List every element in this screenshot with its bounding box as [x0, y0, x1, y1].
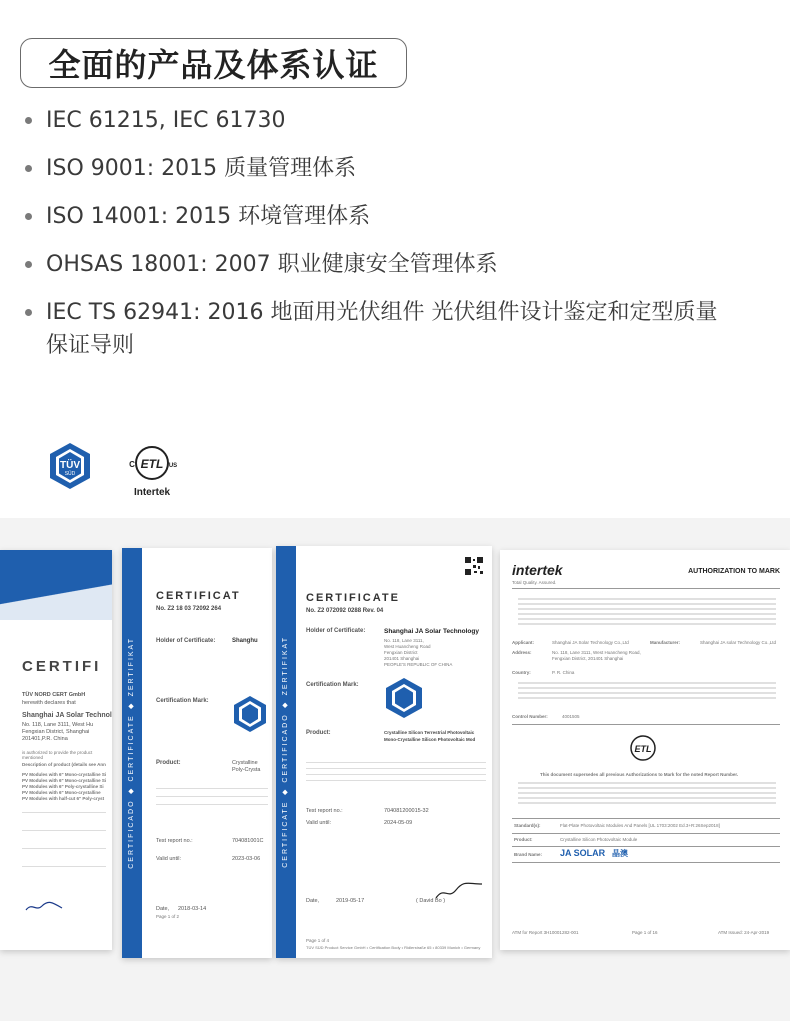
doc1-authorized: is authorized to provide the product mentioned — [22, 750, 93, 760]
qr-code-icon — [464, 556, 484, 576]
brand-name-cn: 晶澳 — [612, 849, 628, 858]
doc2-heading: CERTIFICAT — [156, 590, 241, 602]
doc3-date: 2019-05-17 — [336, 898, 365, 904]
doc3-mark-label: Certification Mark: — [306, 682, 359, 688]
footer-issued: ATM Issued: 24-Apr-2019 — [718, 930, 770, 935]
doc1-address-3: 201401,P.R. China — [22, 736, 68, 742]
doc2-product: Crystalline Poly-Crysta — [232, 760, 261, 773]
doc1-description: Description of product (details see Ann — [22, 762, 106, 767]
doc3-signer: ( David Bo ) — [416, 898, 446, 904]
doc3-holder-address: 201401 Shanghai — [384, 656, 420, 661]
doc3-holder: Shanghai JA Solar Technology — [384, 628, 479, 635]
certification-logos — [46, 440, 180, 500]
doc3-page: Page 1 of 4 — [306, 938, 330, 943]
brand-name: JA SOLAR — [560, 848, 606, 858]
doc3-band-text: CERTIFICATE ◆ CERTIFICADO ◆ ZERTIFIKAT — [282, 636, 289, 868]
certificate-gallery — [0, 518, 790, 1021]
product: Crystalline Silicon Photovoltaic Module — [560, 837, 638, 842]
applicant-label: Applicant: — [512, 640, 534, 645]
control-number: 4001505 — [562, 714, 580, 719]
doc1-heading: CERTIFI — [22, 658, 102, 675]
doc1-address-2: Fengxian District, Shanghai — [22, 729, 90, 735]
list-item: OHSAS 18001: 2007 职业健康安全管理体系 — [22, 248, 722, 281]
doc3-valid: 2024-05-09 — [384, 820, 413, 826]
doc1-company: Shanghai JA Solar Technol — [22, 712, 112, 719]
etl-c-text: C — [129, 460, 135, 469]
doc1-module: PV Modules with 6" Poly-crystalline Si — [22, 784, 104, 789]
doc2-product-label: Product: — [156, 760, 181, 766]
country: P. R. China — [552, 670, 575, 675]
page-title: 全面的产品及体系认证 — [48, 46, 379, 84]
doc3-product-line: Crystalline Silicon Terrestrial Photovoltaic — [384, 730, 475, 735]
doc2-number: No. Z2 18 03 72092 264 — [156, 606, 222, 612]
doc3-footer: TÜV SÜD Product Service GmbH • Certification Body • Ridlerstraße 65 • 80339 Munich • Germany — [306, 945, 481, 950]
intertek-logo: intertek — [512, 562, 563, 578]
doc2-holder-label: Holder of Certificate: — [156, 638, 216, 644]
doc2-date-label: Date, — [156, 906, 170, 912]
doc2-report: 704081001C — [232, 838, 264, 844]
etl-us-text: US — [168, 463, 178, 469]
list-item: ISO 14001: 2015 环境管理体系 — [22, 200, 722, 233]
doc3-product-label: Product: — [306, 730, 331, 736]
doc2-mark-label: Certification Mark: — [156, 698, 209, 704]
tuv-logo-subtext: SÜD — [64, 471, 76, 477]
doc1-declares: herewith declares that — [22, 700, 76, 706]
certificate-document-3 — [276, 546, 492, 958]
doc2-band-text: CERTIFICADO ◆ CERTIFICATE ◆ ZERTIFIKAT — [128, 637, 135, 869]
country-label: Country: — [512, 670, 531, 675]
standards-label: Standard(s): — [514, 823, 541, 828]
intertek-tagline: Total Quality. Assured. — [512, 580, 557, 585]
list-item: IEC TS 62941: 2016 地面用光伏组件 光伏组件设计鉴定和定型质量保证导则 — [22, 296, 722, 362]
applicant: Shanghai JA Solar Technology Co.,Ltd — [552, 640, 629, 645]
authorization-title: AUTHORIZATION TO MARK — [688, 568, 780, 575]
tuv-mark-icon — [232, 694, 268, 734]
doc3-holder-address: PEOPLE'S REPUBLIC OF CHINA — [384, 662, 453, 667]
signature-icon — [434, 880, 484, 902]
doc2-valid: 2023-03-06 — [232, 856, 261, 862]
doc3-number: No. Z2 072092 0288 Rev. 04 — [306, 608, 384, 614]
svg-text:ETL: ETL — [634, 744, 652, 754]
doc3-holder-label: Holder of Certificate: — [306, 628, 366, 634]
authorization-document — [500, 550, 790, 950]
etl-intertek-logo — [124, 441, 180, 499]
doc1-address-1: No. 118, Lane 3111, West Hu — [22, 722, 94, 728]
intertek-logo-text: Intertek — [133, 487, 171, 498]
page-title-box — [20, 38, 407, 88]
address: No. 118, Lane 3111, West Huancheng Road, Fengxian District, 201401 Shanghai — [552, 650, 641, 661]
etl-logo-text: ETL — [140, 457, 164, 471]
doc3-heading: CERTIFICATE — [306, 592, 400, 604]
signature-icon — [24, 900, 64, 914]
doc3-report-label: Test report no.: — [306, 808, 343, 814]
doc1-module: PV Modules with 6" Mono-crystalline Si — [22, 772, 107, 777]
doc3-valid-label: Valid until: — [306, 820, 331, 826]
manufacturer: Shanghai JA solar Technology Co.,Ltd — [700, 640, 776, 645]
product-label: Product: — [514, 837, 533, 842]
certificate-document-2 — [122, 548, 272, 958]
etl-caption: This document supersedes all previous Authorizations to Mark for the noted Report Number. — [540, 772, 739, 777]
footer-report: ATM for Report 3H10001282-001 — [512, 930, 579, 935]
control-label: Control Number: — [512, 714, 548, 719]
doc1-module: PV Modules with 6" Mono-crystalline — [22, 790, 101, 795]
tuv-mark-icon — [384, 676, 424, 720]
tuv-logo-text: TÜV — [60, 460, 80, 471]
doc3-product-line: Mono-Crystalline Silicon Photovoltaic Mod — [384, 737, 476, 742]
doc2-report-label: Test report no.: — [156, 838, 193, 844]
list-item: IEC 61215, IEC 61730 — [22, 104, 722, 137]
certificate-document-1 — [0, 550, 112, 950]
doc2-date: 2018-03-14 — [178, 906, 207, 912]
list-item: ISO 9001: 2015 质量管理体系 — [22, 152, 722, 185]
tuv-sud-logo — [46, 441, 94, 499]
certification-list — [22, 104, 722, 377]
brand-label: Brand Name: — [514, 852, 543, 857]
manufacturer-label: Manufacturer: — [650, 640, 681, 645]
standards: Flat-Plate Photovoltaic Modules And Panels [UL 1703:2002 Ed.3+R:26Sep2018] — [560, 823, 720, 828]
doc1-issuer: TÜV NORD CERT GmbH — [22, 692, 86, 698]
doc2-valid-label: Valid until: — [156, 856, 181, 862]
doc3-holder-address: West Huancheng Road — [384, 644, 431, 649]
address-label: Address: — [512, 650, 532, 655]
doc1-module: PV Modules with 6" Mono-crystalline Si — [22, 778, 107, 783]
etl-mark-icon — [626, 734, 660, 764]
footer-page: Page 1 of 16 — [632, 930, 658, 935]
doc3-holder-address: Fengxian District — [384, 650, 418, 655]
doc3-holder-address: No. 118, Lane 3111, — [384, 638, 424, 643]
doc1-module: PV Modules with half-cut 6" Poly-cryst — [22, 796, 105, 801]
doc3-report: 704081200015-32 — [384, 808, 429, 814]
doc2-page: Page 1 of 2 — [156, 914, 180, 919]
doc3-date-label: Date, — [306, 898, 320, 904]
doc2-holder: Shanghu — [232, 638, 258, 644]
